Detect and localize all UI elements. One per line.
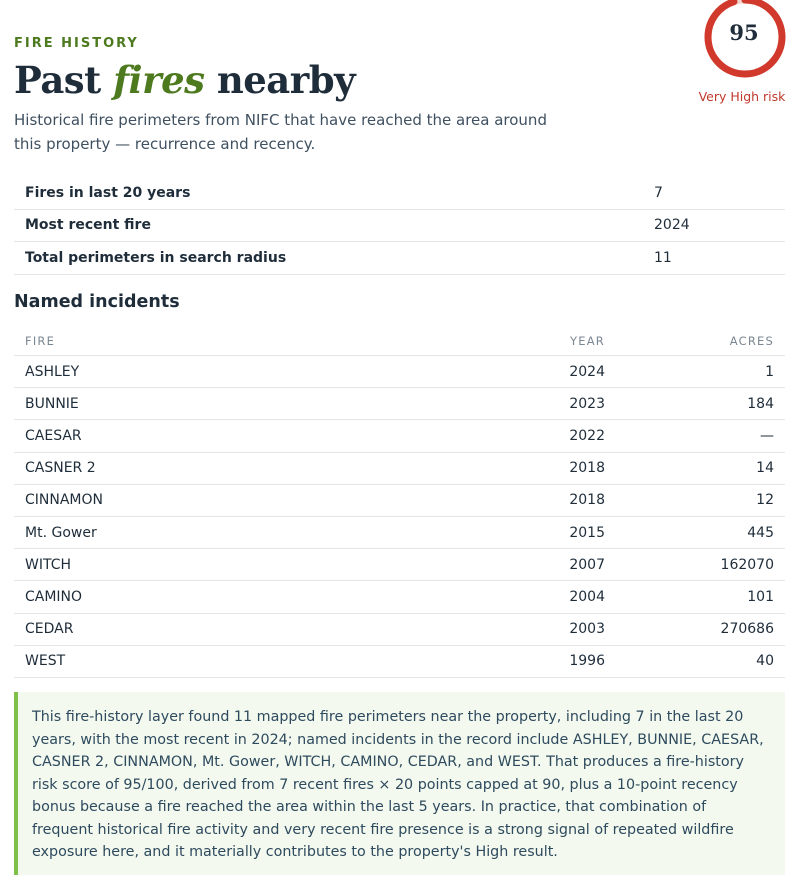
column-header-fire: FIRE bbox=[25, 333, 56, 348]
stat-row bbox=[14, 210, 785, 243]
table-header bbox=[14, 326, 785, 356]
fire-name: CINNAMON bbox=[25, 492, 103, 509]
stat-row bbox=[14, 177, 785, 210]
fire-acres: 12 bbox=[756, 492, 774, 509]
fire-acres: 184 bbox=[747, 395, 774, 412]
table-row bbox=[14, 517, 785, 549]
fire-year: 2024 bbox=[569, 363, 605, 380]
stat-value: 7 bbox=[654, 184, 663, 201]
incidents-table bbox=[14, 326, 785, 678]
summary-callout: This fire-history layer found 11 mapped fire perimeters near the property, including 7 in the last 20 years, with the most recent in 2024; named incidents in the record include ASHLEY, BUNNIE, CAESAR, CASNER 2, CINNAMON, Mt. Gower, WITCH, CAMINO, CEDAR, and WEST. That produces a fire-history risk score of 95/100, derived from 7 recent fires × 20 points capped at 90, plus a 10-point recency bonus because a fire reached the area within the last 5 years. In practice, that combination of frequent historical fire activity and very recent fire presence is a strong signal of repeated wildfire exposure here, and it materially contributes to the property's High result. bbox=[14, 692, 785, 875]
fire-acres: 14 bbox=[756, 460, 774, 477]
table-row bbox=[14, 646, 785, 678]
stat-row bbox=[14, 242, 785, 275]
fire-acres: 270686 bbox=[720, 621, 774, 638]
fire-year: 2018 bbox=[569, 492, 605, 509]
fire-name: BUNNIE bbox=[25, 395, 79, 412]
fire-year: 2004 bbox=[569, 588, 605, 605]
fire-acres: 40 bbox=[756, 653, 774, 670]
fire-name: WEST bbox=[25, 653, 66, 670]
fire-name: WITCH bbox=[25, 556, 72, 573]
risk-level-label: Very High risk bbox=[698, 89, 786, 104]
fire-acres: — bbox=[760, 427, 774, 444]
table-row bbox=[14, 581, 785, 613]
title-tail: nearby bbox=[204, 58, 356, 102]
fire-acres: 162070 bbox=[720, 556, 774, 573]
incidents-heading: Named incidents bbox=[14, 292, 180, 312]
stat-value: 11 bbox=[654, 249, 672, 266]
column-header-year: YEAR bbox=[570, 333, 605, 348]
fire-name: ASHLEY bbox=[25, 363, 80, 380]
fire-acres: 445 bbox=[747, 524, 774, 541]
page-title bbox=[14, 58, 355, 102]
fire-acres: 101 bbox=[747, 588, 774, 605]
table-row bbox=[14, 485, 785, 517]
fire-year: 2015 bbox=[569, 524, 605, 541]
stat-label: Fires in last 20 years bbox=[25, 184, 191, 201]
table-row bbox=[14, 388, 785, 420]
fire-name: CEDAR bbox=[25, 621, 74, 638]
fire-year: 2022 bbox=[569, 427, 605, 444]
title-accent: fires bbox=[113, 58, 205, 102]
table-row bbox=[14, 549, 785, 581]
table-row bbox=[14, 356, 785, 388]
risk-score-gauge bbox=[700, 0, 790, 82]
column-header-acres: ACRES bbox=[729, 333, 774, 348]
fire-year: 2003 bbox=[569, 621, 605, 638]
fire-name: Mt. Gower bbox=[25, 524, 97, 541]
fire-year: 2023 bbox=[569, 395, 605, 412]
table-row bbox=[14, 453, 785, 485]
page-subtitle: Historical fire perimeters from NIFC that have reached the area around this property — recurrence and recency. bbox=[14, 111, 547, 153]
fire-year: 2007 bbox=[569, 556, 605, 573]
stat-label: Most recent fire bbox=[25, 217, 151, 234]
score-value: 95 bbox=[729, 20, 759, 45]
table-row bbox=[14, 614, 785, 646]
fire-year: 1996 bbox=[569, 653, 605, 670]
table-row bbox=[14, 420, 785, 452]
fire-acres: 1 bbox=[765, 363, 774, 380]
section-eyebrow: FIRE HISTORY bbox=[14, 36, 139, 51]
fire-name: CAESAR bbox=[25, 427, 82, 444]
title-lead: Past bbox=[14, 58, 114, 102]
fire-year: 2018 bbox=[569, 460, 605, 477]
stat-value: 2024 bbox=[654, 217, 690, 234]
fire-name: CAMINO bbox=[25, 588, 83, 605]
stats-table bbox=[14, 177, 785, 275]
fire-name: CASNER 2 bbox=[25, 460, 96, 477]
stat-label: Total perimeters in search radius bbox=[25, 249, 287, 266]
